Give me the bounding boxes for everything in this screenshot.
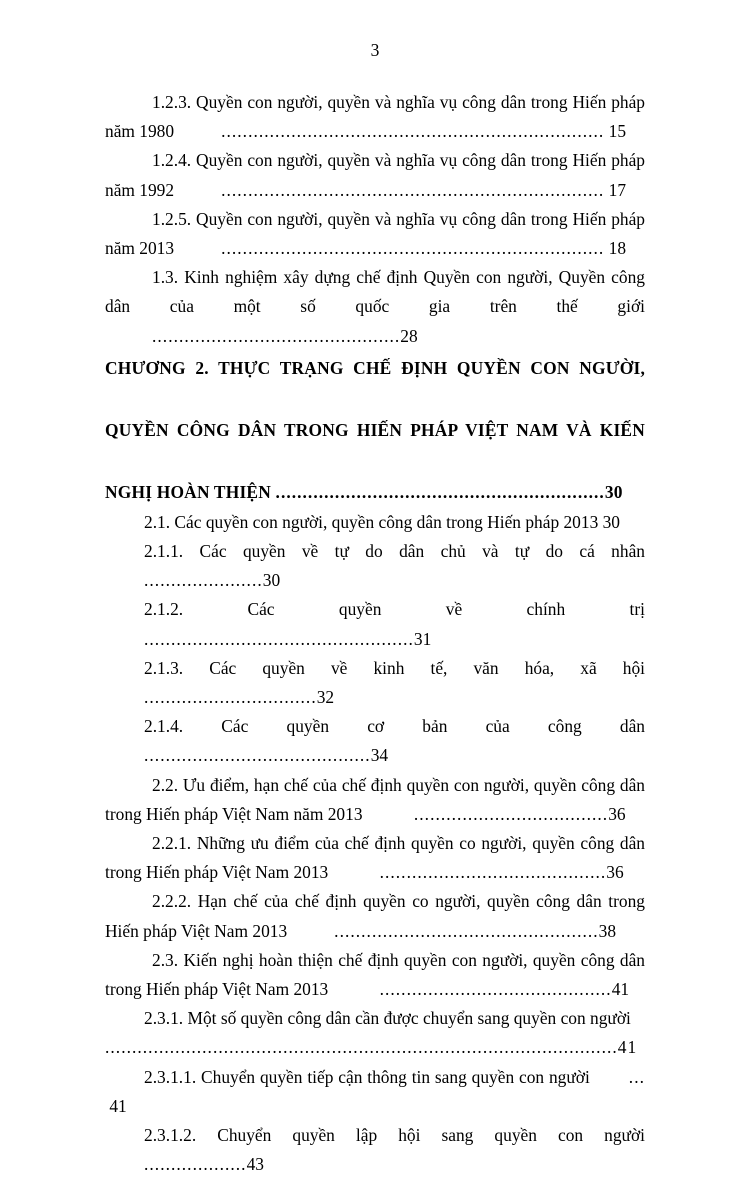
toc-entry-text: 2.3.1.1. Chuyển quyền tiếp cận thông tin sang quyền con người: [144, 1066, 590, 1087]
dot-leader: .......................................................................: [221, 238, 605, 259]
dot-leader: ..............................................: [152, 325, 401, 346]
toc-page-number: 43: [246, 1154, 264, 1175]
toc-page-number: 32: [316, 687, 335, 708]
chapter-heading[interactable]: [105, 351, 645, 508]
dot-leader: .............................................................: [275, 481, 605, 502]
toc-entry[interactable]: [105, 88, 645, 146]
dot-leader: ..................................................: [144, 628, 414, 649]
chapter-heading-line-1: CHƯƠNG 2. THỰC TRẠNG CHẾ ĐỊNH QUYỀN CON NGƯỜI,: [105, 357, 645, 378]
toc-entry-text: 1.2.4. Quyền con người, quyền và nghĩa vụ công dân trong Hiến pháp năm 1992: [105, 150, 645, 200]
toc-entry[interactable]: [105, 771, 645, 829]
toc-entry-text: 1.2.5. Quyền con người, quyền và nghĩa vụ công dân trong Hiến pháp năm 2013: [105, 208, 645, 259]
toc-entry-text: 2.3. Kiến nghị hoàn thiện chế định quyền con người, quyền công dân trong Hiến pháp Việt Nam 2013: [105, 949, 645, 1000]
toc-entry-text: 2.2. Ưu điểm, hạn chế của chế định quyền con người, quyền công dân trong Hiến pháp Việt Nam năm 2013: [105, 774, 645, 824]
toc-entry-text: 1.2.3. Quyền con người, quyền và nghĩa vụ công dân trong Hiến pháp năm 1980: [105, 92, 645, 142]
toc-entry[interactable]: [105, 1121, 645, 1179]
chapter-heading-line-2: QUYỀN CÔNG DÂN TRONG HIẾN PHÁP VIỆT NAM VÀ KIẾN: [105, 419, 645, 440]
dot-leader: ..........................................: [379, 862, 607, 883]
toc-page-number: 41: [611, 979, 630, 1000]
toc-entry[interactable]: [105, 887, 645, 945]
toc-entry-text: 2.2.1. Những ưu điểm của chế định quyền co người, quyền công dân trong Hiến pháp Việt Nam 2013: [105, 833, 645, 883]
toc-entry-text: 2.3.1. Một số quyền công dân cần được chuyển sang quyền con người: [144, 1008, 631, 1029]
toc-entry[interactable]: [105, 537, 645, 595]
toc-page-number: 28: [400, 325, 418, 346]
toc-entry-text: 2.1.2. Các quyền về chính trị: [144, 599, 645, 620]
toc-entry[interactable]: [105, 654, 645, 712]
dot-leader-dots: ...............................................................................................: [105, 1037, 618, 1058]
dot-leader: ..........................................: [144, 745, 371, 766]
toc-page-number: 31: [413, 628, 432, 649]
toc-page-number: 30: [604, 481, 623, 502]
toc-entry-text: 2.2.2. Hạn chế của chế định quyền co người, quyền công dân trong Hiến pháp Việt Nam 2013: [105, 891, 645, 941]
toc-entry[interactable]: [105, 508, 645, 537]
dot-leader: ................................: [144, 687, 317, 708]
toc-page-number: 41: [617, 1037, 638, 1058]
chapter-heading-line-3-text: NGHỊ HOÀN THIỆN: [105, 481, 276, 502]
dot-leader: ......................: [144, 570, 263, 591]
toc-entry[interactable]: [105, 146, 645, 204]
toc-entry-text: 1.3. Kinh nghiệm xây dựng chế định Quyền con người, Quyền công dân của một số quốc gia trên thế giới: [105, 267, 645, 317]
toc-entry[interactable]: [105, 1063, 645, 1121]
toc-entry[interactable]: [105, 1004, 645, 1033]
dot-leader: .......................................................................: [221, 179, 605, 200]
dot-leader: .................................................: [334, 920, 599, 941]
dot-leader: ...................: [144, 1154, 247, 1175]
toc-entry[interactable]: [105, 946, 645, 1004]
toc-entry[interactable]: [105, 595, 645, 653]
toc-page-number: 34: [370, 745, 389, 766]
dot-leader: .......................................................................: [221, 121, 605, 142]
dot-leader: ...........................................: [379, 979, 612, 1000]
dot-leader: ....................................: [413, 803, 609, 824]
toc-entry-text: 2.1. Các quyền con người, quyền công dân trong Hiến pháp 2013 30: [144, 511, 621, 532]
chapter-heading-line-3: [105, 477, 645, 508]
toc-entry-text: 2.1.3. Các quyền về kinh tế, văn hóa, xã hội: [144, 657, 645, 678]
toc-entry-leader-row: [105, 1033, 645, 1062]
toc-page-number: 41: [105, 1095, 127, 1116]
toc-page-number: 38: [598, 920, 617, 941]
toc-page-number: 18: [604, 238, 627, 259]
toc-entry[interactable]: [105, 712, 645, 770]
toc-page-number: 36: [608, 803, 626, 824]
dot-leader: [105, 1033, 645, 1062]
toc-page-number: 15: [604, 121, 627, 142]
table-of-contents: [105, 88, 645, 1180]
dot-leader: ...: [628, 1066, 645, 1087]
toc-entry-text: 2.3.1.2. Chuyển quyền lập hội sang quyền con người: [144, 1125, 645, 1146]
toc-entry[interactable]: [105, 829, 645, 887]
toc-page-number: 36: [606, 862, 624, 883]
toc-page-number: 17: [604, 179, 627, 200]
toc-entry-text: 2.1.4. Các quyền cơ bản của công dân: [144, 716, 645, 737]
page-number: 3: [370, 40, 380, 60]
toc-entry-text: 2.1.1. Các quyền về tự do dân chủ và tự do cá nhân: [144, 541, 645, 562]
toc-entry[interactable]: [105, 205, 645, 263]
toc-page-number: 30: [262, 570, 281, 591]
toc-entry[interactable]: [105, 263, 645, 351]
